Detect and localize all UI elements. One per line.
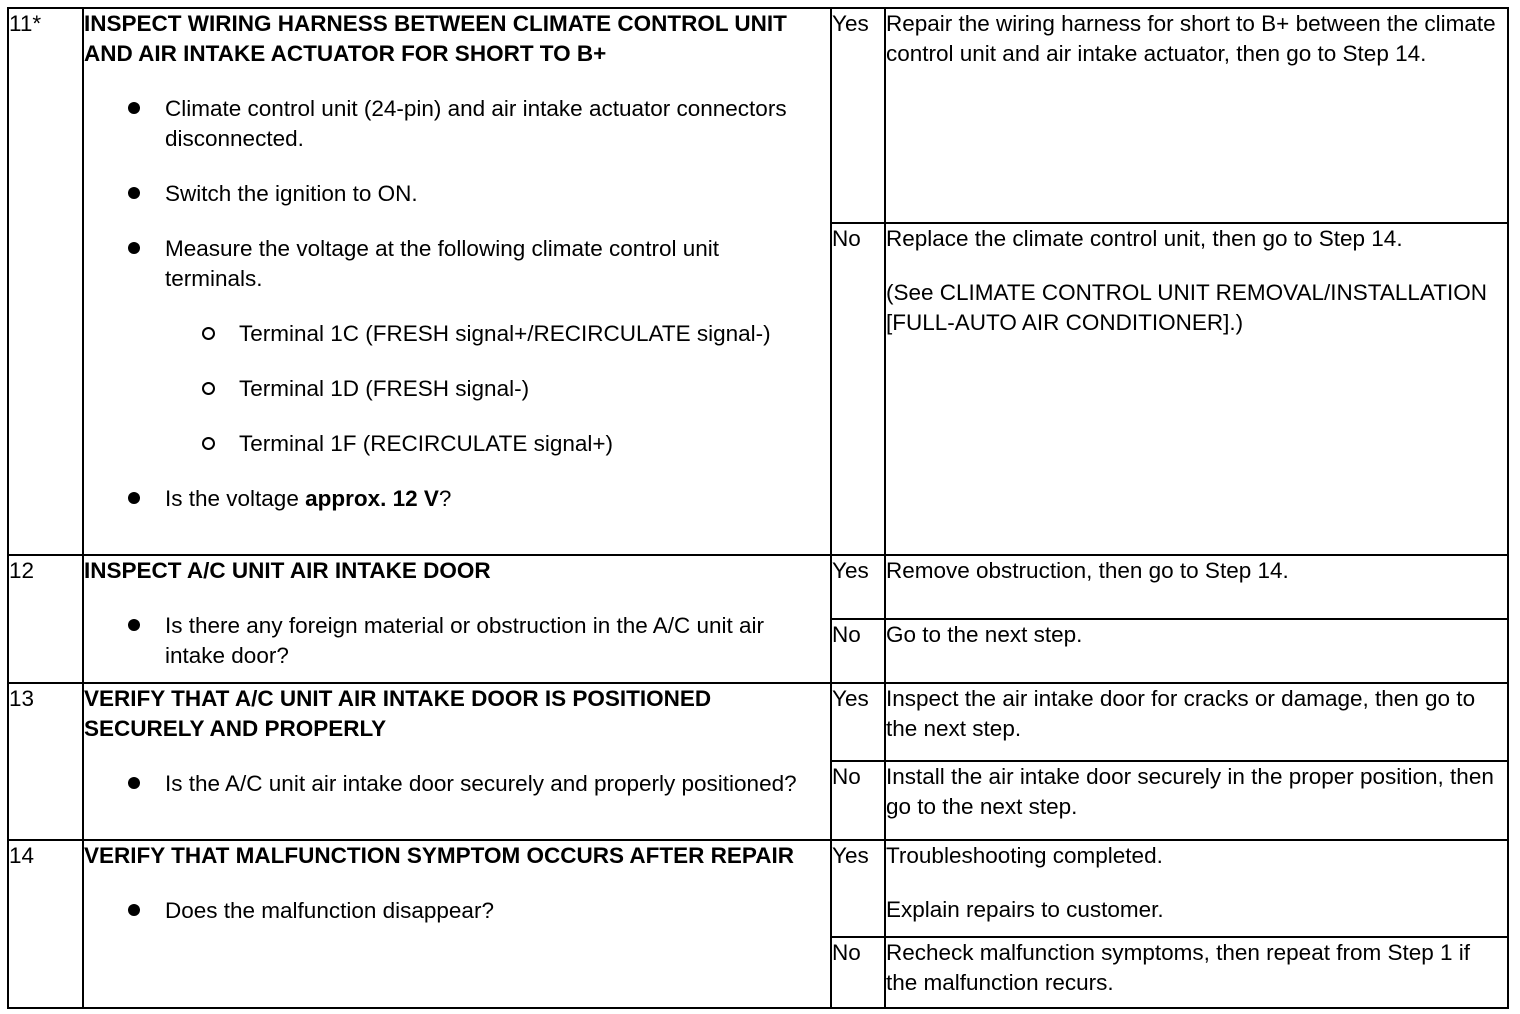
no-action [885,761,1508,840]
step-11-yes-row [8,8,1508,223]
no-label: No [831,761,885,840]
no-label: No [831,223,885,555]
question-prefix: Is the voltage [165,486,306,511]
yes-label: Yes [831,683,885,761]
yes-action-text: Troubleshooting completed. [886,843,1163,868]
yes-action-text: Repair the wiring harness for short to B+ between the climate control unit and air intake actuator, then go to Step 14. [886,11,1496,66]
yes-action-text: Remove obstruction, then go to Step 14. [886,558,1289,583]
bullet-dot-icon [128,492,140,504]
sub-bullet-item [84,319,830,349]
no-action [885,619,1508,683]
no-action [885,223,1508,555]
no-action-text: Replace the climate control unit, then go to Step 14. [886,226,1403,251]
bullet-item [84,234,830,294]
bullet-item [84,769,830,799]
bullet-dot-icon [128,187,140,199]
bullet-dot-icon [128,777,140,789]
yes-action-text-2: Explain repairs to customer. [886,897,1164,922]
step-title: VERIFY THAT A/C UNIT AIR INTAKE DOOR IS POSITIONED SECURELY AND PROPERLY [84,686,712,741]
yes-label: Yes [831,8,885,223]
step-number: 12 [8,555,83,683]
bullet-item [84,94,830,154]
yes-label: Yes [831,555,885,619]
bullet-item [84,896,830,926]
no-label: No [831,619,885,683]
sub-bullet-text: Terminal 1D (FRESH signal-) [239,376,530,401]
sub-bullet-circle-icon [202,327,215,340]
yes-action-text: Inspect the air intake door for cracks or damage, then go to the next step. [886,686,1476,741]
bullet-dot-icon [128,242,140,254]
question-value: approx. 12 V [305,486,439,511]
step-inspection [83,840,831,1008]
bullet-text: Measure the voltage at the following climate control unit terminals. [165,236,720,291]
bullet-text: Does the malfunction disappear? [165,898,494,923]
bullet-item [84,611,830,671]
step-number: 11* [8,8,83,555]
step-14-yes-row [8,840,1508,937]
troubleshooting-sheet [7,7,1507,1007]
step-13-yes-row [8,683,1508,761]
no-action [885,937,1508,1008]
sub-bullet-item [84,429,830,459]
question-suffix: ? [438,486,452,511]
no-action-text: Install the air intake door securely in the proper position, then go to the next step. [886,764,1494,819]
no-action-text: Recheck malfunction symptoms, then repeat from Step 1 if the malfunction recurs. [886,940,1471,995]
bullet-dot-icon [128,102,140,114]
sub-bullet-item [84,374,830,404]
step-number: 14 [8,840,83,1008]
step-inspection [83,8,831,555]
bullet-text: Climate control unit (24-pin) and air intake actuator connectors disconnected. [165,96,787,151]
sub-bullet-text: Terminal 1C (FRESH signal+/RECIRCULATE signal-) [239,321,771,346]
no-action-reference: (See CLIMATE CONTROL UNIT REMOVAL/INSTALLATION [FULL-AUTO AIR CONDITIONER].) [886,280,1487,335]
bullet-item [84,484,830,514]
diagnostic-steps-table [7,7,1509,1009]
step-title: INSPECT A/C UNIT AIR INTAKE DOOR [84,558,491,583]
bullet-text: Switch the ignition to ON. [165,181,418,206]
yes-label: Yes [831,840,885,937]
sub-bullet-text: Terminal 1F (RECIRCULATE signal+) [239,431,614,456]
yes-action [885,683,1508,761]
step-12-yes-row [8,555,1508,619]
step-title: VERIFY THAT MALFUNCTION SYMPTOM OCCURS AFTER REPAIR [84,843,795,868]
bullet-dot-icon [128,904,140,916]
bullet-item [84,179,830,209]
yes-action [885,8,1508,223]
step-title: INSPECT WIRING HARNESS BETWEEN CLIMATE CONTROL UNIT AND AIR INTAKE ACTUATOR FOR SHORT TO B+ [84,11,787,66]
bullet-text: Is there any foreign material or obstruction in the A/C unit air intake door? [165,613,765,668]
no-action-text: Go to the next step. [886,622,1083,647]
step-inspection [83,555,831,683]
step-number: 13 [8,683,83,840]
yes-action [885,555,1508,619]
no-label: No [831,937,885,1008]
sub-bullet-circle-icon [202,382,215,395]
bullet-dot-icon [128,619,140,631]
bullet-text: Is the A/C unit air intake door securely and properly positioned? [165,771,797,796]
sub-bullet-circle-icon [202,437,215,450]
step-inspection [83,683,831,840]
yes-action [885,840,1508,937]
